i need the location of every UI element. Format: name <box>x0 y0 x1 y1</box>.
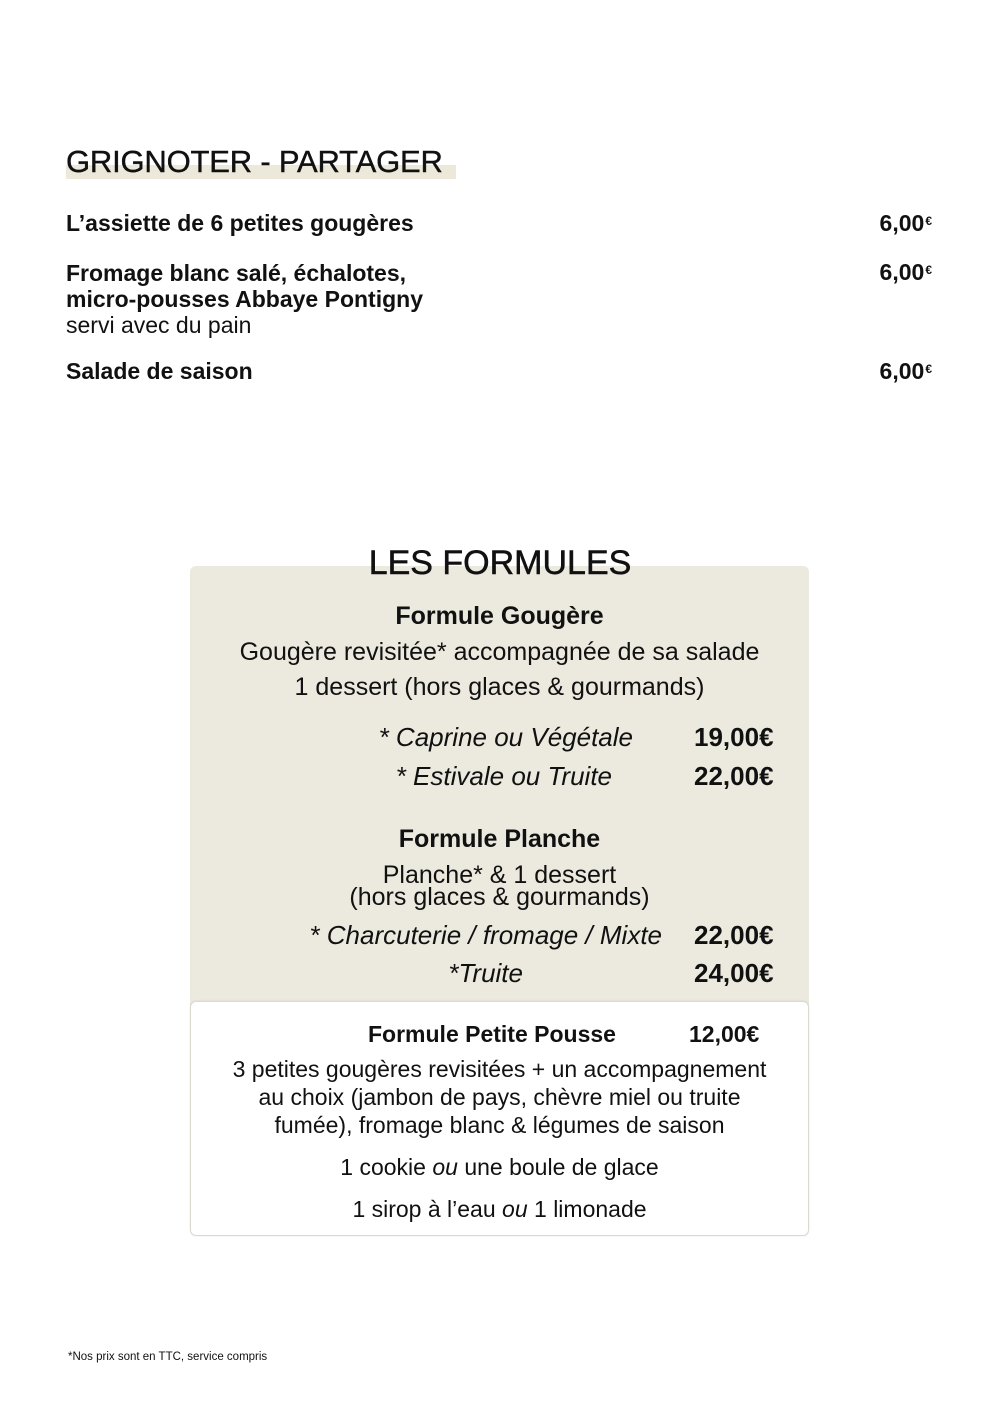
menu-item-price: 6,00€ <box>879 210 932 236</box>
menu-item-name: Fromage blanc salé, échalotes, <box>66 260 407 286</box>
price-footnote: *Nos prix sont en TTC, service compris <box>68 1351 268 1363</box>
formule-petite-pousse-price: 12,00€ <box>689 1021 760 1047</box>
formule-petite-pousse-dessert <box>190 1153 809 1181</box>
or-word: ou <box>502 1196 528 1222</box>
formule-option-label: * Estivale ou Truite <box>395 761 612 791</box>
dessert-option: une boule de glace <box>464 1154 659 1180</box>
section-title-formules: LES FORMULES <box>368 544 632 582</box>
or-word: ou <box>432 1154 458 1180</box>
currency-symbol: € <box>925 362 932 376</box>
menu-item-name: L’assiette de 6 petites gougères <box>66 210 414 236</box>
menu-item-name: Salade de saison <box>66 358 253 384</box>
formule-option-label: *Truite <box>448 958 523 988</box>
formule-petite-pousse-line: 3 petites gougères revisitées + un accompagnement <box>232 1056 767 1082</box>
formule-planche-title: Formule Planche <box>398 825 601 853</box>
formule-option-row <box>190 956 809 990</box>
currency-symbol: € <box>925 214 932 228</box>
formule-option-price: 22,00€ <box>694 920 774 950</box>
formule-gougere-line: Gougère revisitée* accompagnée de sa salade <box>239 638 760 666</box>
formule-option-row <box>190 918 809 952</box>
formule-option-label: * Caprine ou Végétale <box>378 722 633 752</box>
dessert-option: 1 cookie <box>340 1154 426 1180</box>
formule-option-row <box>190 759 809 793</box>
formule-petite-pousse-drink <box>190 1195 809 1223</box>
menu-item-price: 6,00€ <box>879 358 932 384</box>
formule-option-price: 19,00€ <box>694 722 774 752</box>
formule-gougere-line: 1 dessert (hors glaces & gourmands) <box>294 673 705 701</box>
section-title-grignoter: GRIGNOTER - PARTAGER <box>66 144 443 179</box>
formule-option-price: 22,00€ <box>694 761 774 791</box>
formule-planche-line: (hors glaces & gourmands) <box>349 883 650 911</box>
formule-petite-pousse-title: Formule Petite Pousse <box>368 1021 616 1047</box>
formule-option-label: * Charcuterie / fromage / Mixte <box>309 920 662 950</box>
formule-option-price: 24,00€ <box>694 958 774 988</box>
currency-symbol: € <box>925 263 932 277</box>
formule-gougere-title: Formule Gougère <box>395 602 604 630</box>
menu-item-name: micro-pousses Abbaye Pontigny <box>66 286 423 312</box>
formule-petite-pousse-line: fumée), fromage blanc & légumes de saison <box>274 1112 725 1138</box>
menu-item-price: 6,00€ <box>879 259 932 285</box>
menu-item-description: servi avec du pain <box>66 312 252 338</box>
formule-option-row <box>190 720 809 754</box>
drink-option: 1 sirop à l’eau <box>352 1196 496 1222</box>
formule-planche-line: Planche* & 1 dessert <box>382 861 617 889</box>
formule-petite-pousse-line: au choix (jambon de pays, chèvre miel ou truite <box>258 1084 741 1110</box>
drink-option: 1 limonade <box>534 1196 647 1222</box>
